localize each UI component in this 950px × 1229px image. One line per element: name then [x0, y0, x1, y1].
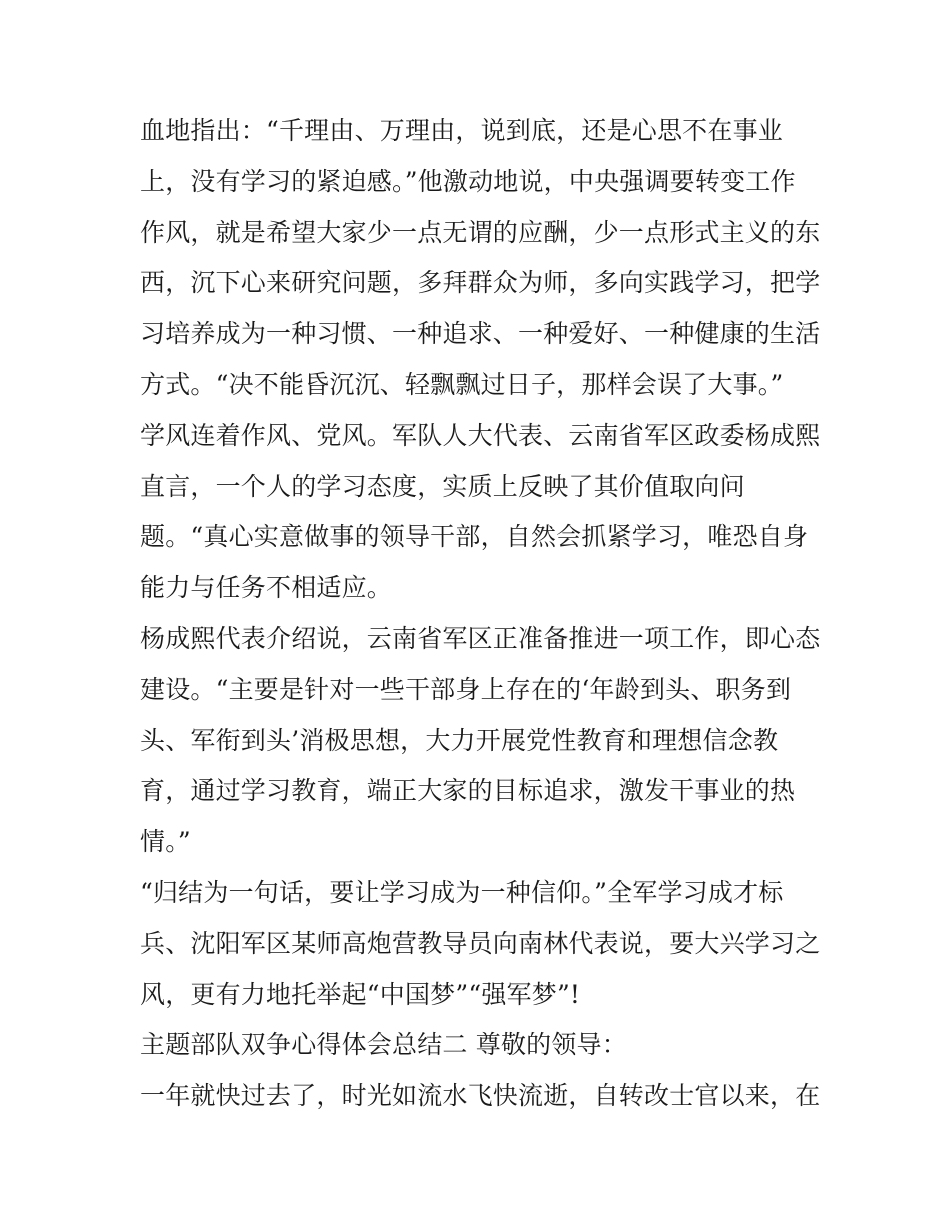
text-line: 育，通过学习教育，端正大家的目标追求，激发干事业的热: [140, 776, 796, 806]
text-line: 学风连着作风、党风。军队人大代表、云南省军区政委杨成熙: [140, 420, 821, 450]
text-line: 上，没有学习的紧迫感。”他激动地说，中央强调要转变工作: [140, 166, 796, 196]
text-line: 杨成熙代表介绍说，云南省军区正准备推进一项工作，即心态: [140, 623, 821, 653]
text-line: 兵、沈阳军区某师高炮营教导员向南林代表说，要大兴学习之: [140, 928, 821, 958]
text-line: “归结为一句话，要让学习成为一种信仰。”全军学习成才标: [140, 877, 784, 907]
text-line: 情。”: [140, 827, 191, 857]
text-line: 西，沉下心来研究问题，多拜群众为师，多向实践学习，把学: [140, 268, 821, 298]
text-line: 建设。“主要是针对一些干部身上存在的‘年龄到头、职务到: [140, 674, 792, 704]
text-line: 习培养成为一种习惯、一种追求、一种爱好、一种健康的生活: [140, 319, 821, 349]
text-line: 风，更有力地托举起“中国梦”“强军梦”!: [140, 979, 581, 1009]
body-text: [140, 106, 830, 1122]
text-line: 题。“真心实意做事的领导干部，自然会抓紧学习，唯恐自身: [140, 522, 809, 552]
text-line: 作风，就是希望大家少一点无谓的应酬，少一点形式主义的东: [140, 217, 821, 247]
text-line: 血地指出：“千理由、万理由，说到底，还是心思不在事业: [140, 116, 783, 145]
text-line: 方式。“决不能昏沉沉、轻飘飘过日子，那样会误了大事。”: [140, 369, 784, 399]
text-line: 能力与任务不相适应。: [140, 573, 393, 603]
section-heading: 主题部队双争心得体会总结二 尊敬的领导：: [140, 1030, 627, 1060]
text-line: 一年就快过去了，时光如流水飞快流逝，自转改士官以来，在: [140, 1081, 821, 1111]
text-line: 直言，一个人的学习态度，实质上反映了其价值取向问: [140, 471, 745, 501]
text-line: 头、军衔到头’消极思想，大力开展党性教育和理想信念教: [140, 725, 779, 755]
